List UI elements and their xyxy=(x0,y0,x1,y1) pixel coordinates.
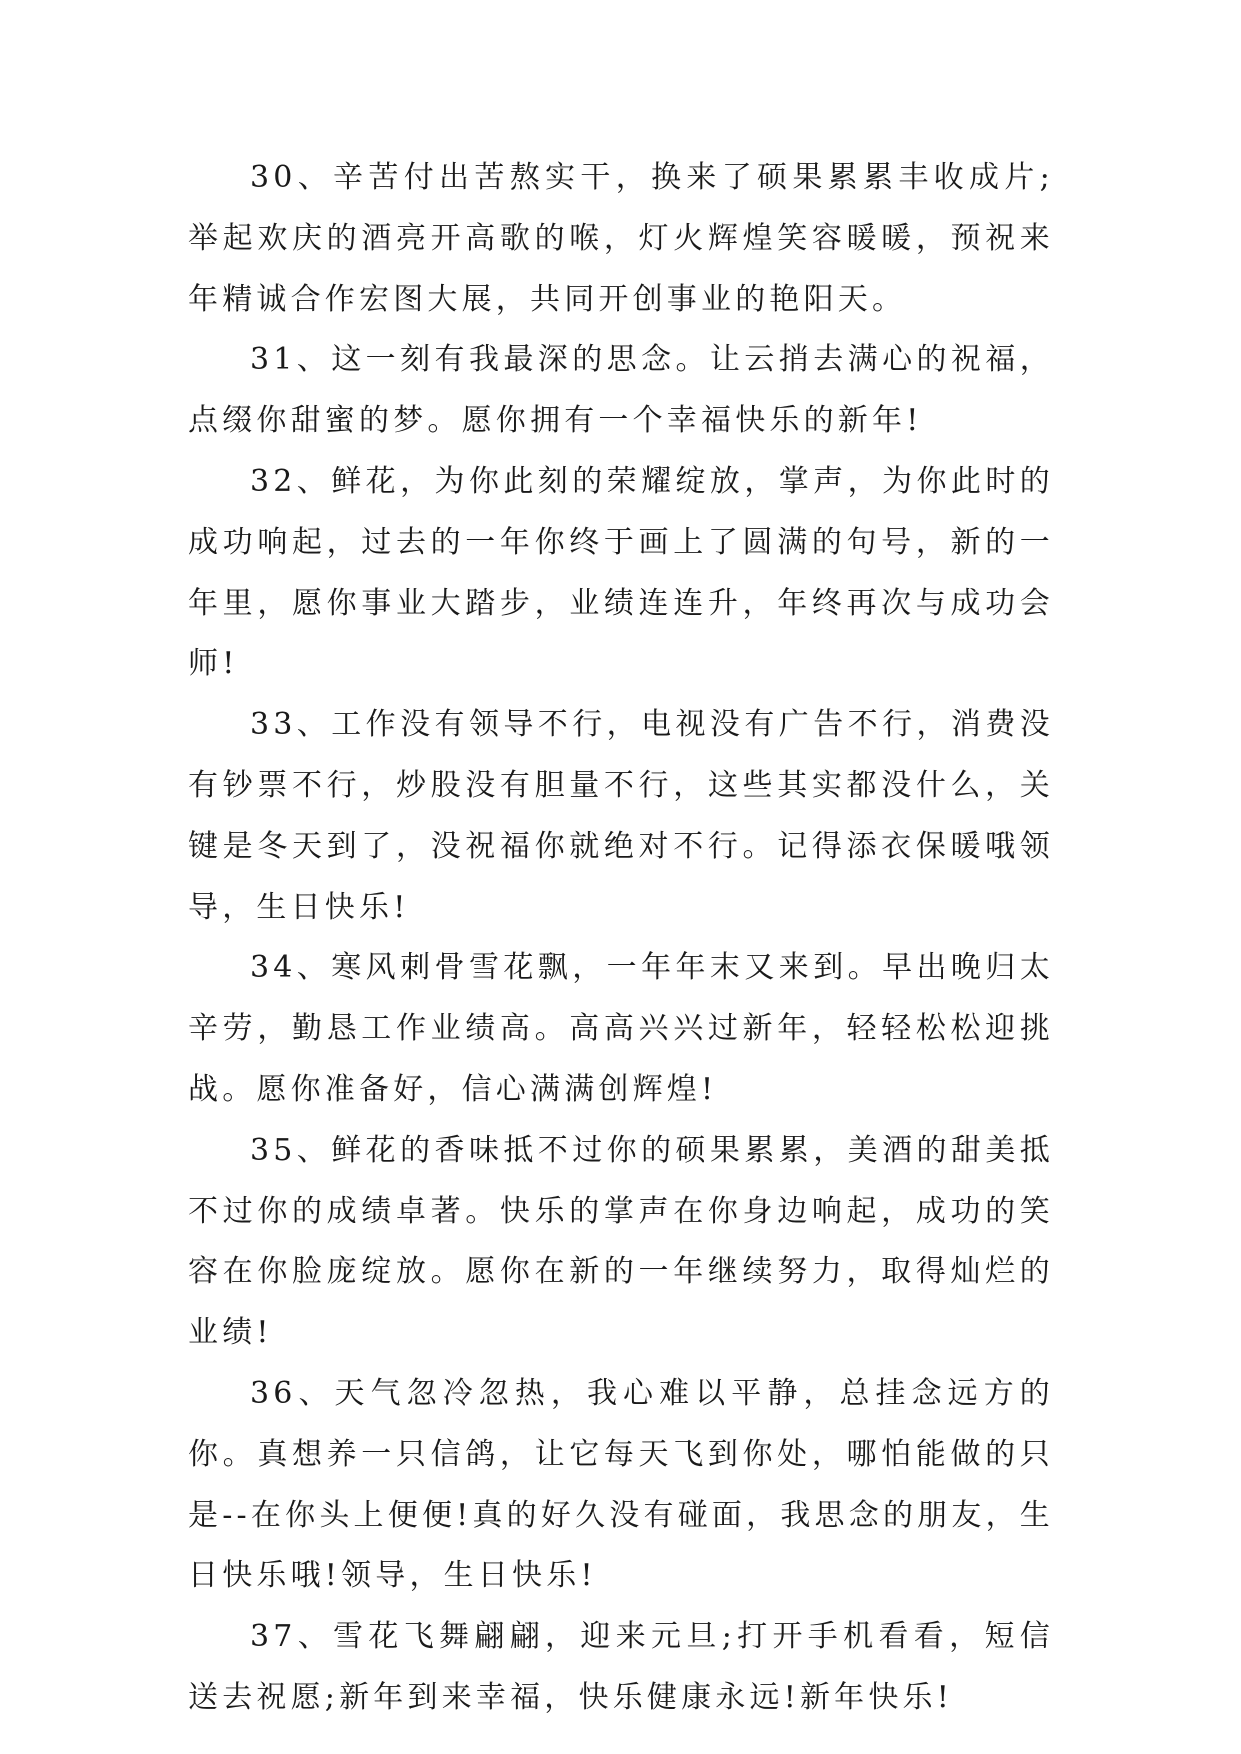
paragraph-37: 37、雪花飞舞翩翩，迎来元旦;打开手机看看，短信送去祝愿;新年到来幸福，快乐健康永远!新年快乐! xyxy=(188,1619,1054,1715)
paragraph-32: 32、鲜花，为你此刻的荣耀绽放，掌声，为你此时的成功响起，过去的一年你终于画上了圆满的句号，新的一年里，愿你事业大踏步，业绩连连升，年终再次与成功会师! xyxy=(188,463,1054,682)
paragraph-31: 31、这一刻有我最深的思念。让云捎去满心的祝福，点缀你甜蜜的梦。愿你拥有一个幸福快乐的新年! xyxy=(188,342,1054,439)
paragraph-36: 36、天气忽冷忽热，我心难以平静，总挂念远方的你。真想养一只信鸽，让它每天飞到你处，哪怕能做的只是--在你头上便便!真的好久没有碰面，我思念的朋友，生日快乐哦!领导，生日快乐! xyxy=(188,1375,1054,1594)
document-body xyxy=(188,148,1054,1729)
paragraph-33: 33、工作没有领导不行，电视没有广告不行，消费没有钞票不行，炒股没有胆量不行，这些其实都没什么，关键是冬天到了，没祝福你就绝对不行。记得添衣保暖哦领导，生日快乐! xyxy=(188,707,1054,925)
paragraph-34: 34、寒风刺骨雪花飘，一年年末又来到。早出晚归太辛劳，勤恳工作业绩高。高高兴兴过新年，轻轻松松迎挑战。愿你准备好，信心满满创辉煌! xyxy=(188,950,1054,1107)
paragraph-35: 35、鲜花的香味抵不过你的硕果累累，美酒的甜美抵不过你的成绩卓著。快乐的掌声在你身边响起，成功的笑容在你脸庞绽放。愿你在新的一年继续努力，取得灿烂的业绩! xyxy=(188,1132,1054,1351)
paragraph-30: 30、辛苦付出苦熬实干，换来了硕果累累丰收成片;举起欢庆的酒亮开高歌的喉，灯火辉煌笑容暖暖，预祝来年精诚合作宏图大展，共同开创事业的艳阳天。 xyxy=(188,160,1054,317)
